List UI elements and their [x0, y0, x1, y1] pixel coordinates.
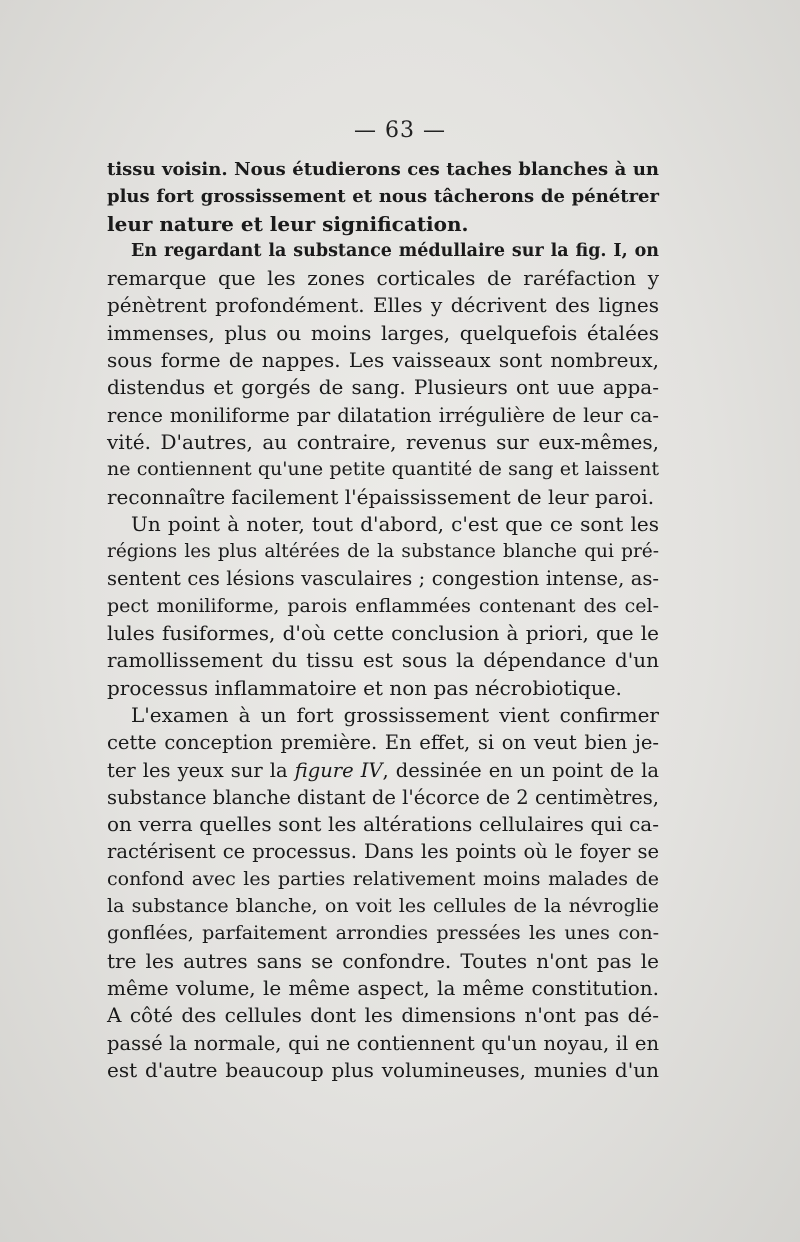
body-text — [107, 156, 659, 1084]
text-line: substance blanche distant de l'écorce de 2 centimètres, — [107, 785, 659, 809]
text-line: sentent ces lésions vasculaires ; congestion intense, as- — [107, 567, 659, 591]
text-line: leur nature et leur signification. — [107, 211, 469, 236]
text-line: plus fort grossissement et nous tâcherons de pénétrer — [107, 186, 659, 208]
text-line: immenses, plus ou moins larges, quelquefois étalées — [107, 320, 659, 345]
text-line: confond avec les parties relativement moins malades de — [107, 867, 659, 890]
text-line: sous forme de nappes. Les vaisseaux sont nombreux, — [107, 348, 659, 373]
text-line: ramollissement du tissu est sous la dépendance d'un — [107, 648, 659, 673]
text-line: remarque que les zones corticales de raréfaction y — [107, 266, 659, 291]
text-line: L'examen à un fort grossissement vient confirmer — [131, 702, 659, 727]
text-line: même volume, le même aspect, la même constitution. — [107, 975, 659, 1000]
text-line: la substance blanche, on voit les cellules de la névroglie — [107, 895, 659, 918]
text-line: processus inflammatoire et non pas nécrobiotique. — [107, 675, 622, 700]
page-number: — 63 — — [354, 118, 446, 143]
text-fragment: ter les yeux sur la — [107, 758, 295, 782]
text-line: tre les autres sans se confondre. Toutes n'ont pas le — [107, 948, 659, 973]
text-line: on verra quelles sont les altérations cellulaires qui ca- — [107, 812, 659, 837]
text-line: gonflées, parfaitement arrondies pressées les unes con- — [107, 922, 659, 945]
text-line: lules fusiformes, d'où cette conclusion à priori, que le — [107, 621, 659, 646]
text-line: distendus et gorgés de sang. Plusieurs ont uue appa- — [107, 375, 659, 400]
text-line: reconnaître facilement l'épaississement de leur paroi. — [107, 484, 655, 509]
text-line: tissu voisin. Nous étudierons ces taches blanches à un — [107, 159, 659, 180]
text-line: vité. D'autres, au contraire, revenus sur eux-mêmes, — [107, 429, 659, 454]
text-line: Un point à noter, tout d'abord, c'est que ce sont les — [131, 511, 659, 536]
text-line: rence moniliforme par dilatation irrégulière de leur ca- — [107, 403, 659, 427]
text-line: En regardant la substance médullaire sur la fig. I, on — [131, 240, 659, 261]
figure-reference: figure IV — [294, 758, 383, 782]
text-line: ractérisent ce processus. Dans les points où le foyer se — [107, 840, 659, 864]
text-line: ne contiennent qu'une petite quantité de sang et laissent — [107, 458, 659, 481]
text-line: pect moniliforme, parois enflammées contenant des cel- — [107, 594, 659, 617]
text-fragment: , dessinée en un point de la — [382, 758, 659, 782]
text-line: régions les plus altérées de la substance blanche qui pré- — [107, 541, 659, 563]
text-line: passé la normale, qui ne contiennent qu'un noyau, il en — [107, 1031, 659, 1055]
text-line: A côté des cellules dont les dimensions n'ont pas dé- — [107, 1003, 659, 1028]
text-line — [107, 757, 659, 784]
text-line: est d'autre beaucoup plus volumineuses, munies d'un — [107, 1057, 659, 1082]
text-line: pénètrent profondément. Elles y décrivent des lignes — [107, 293, 659, 318]
text-line: cette conception première. En effet, si on veut bien je- — [107, 731, 659, 755]
